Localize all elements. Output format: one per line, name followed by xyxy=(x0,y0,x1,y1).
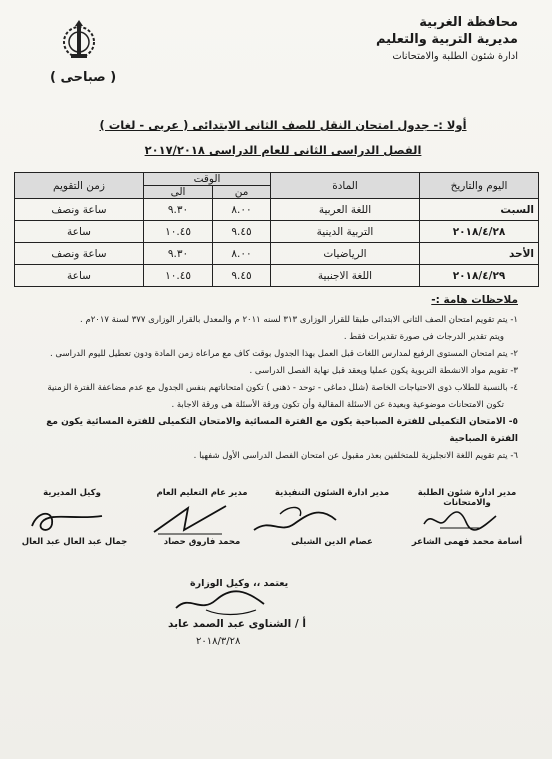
table-row xyxy=(15,199,539,221)
signature-name: عصام الدين الشبلى xyxy=(291,537,373,547)
signature-name: أسامة محمد فهمى الشاعر xyxy=(411,537,523,547)
duration-cell: ساعة ونصف xyxy=(15,243,144,265)
shift-label: ( صباحى ) xyxy=(50,70,117,85)
signature-name: جمال عبد العال عبد العال xyxy=(21,537,128,547)
subject-cell: اللغة العربية xyxy=(271,199,420,221)
note-item: ٦- يتم تقويم اللغة الانجليزية للمتخلفين بعذر مقبول عن امتحان الفصل الدراسى الأول شفهيا . xyxy=(193,451,518,461)
to-cell: ٩.٣٠ xyxy=(144,243,213,265)
day-name: الأحد xyxy=(420,243,539,265)
header-subject: المادة xyxy=(271,173,420,199)
table-row xyxy=(15,221,539,243)
letterhead xyxy=(376,14,518,65)
from-cell: ٩.٤٥ xyxy=(213,221,271,243)
ministry-emblem-icon xyxy=(62,20,96,64)
directorate-name: مديرية التربية والتعليم xyxy=(375,32,518,47)
governorate-name: محافظة الغربية xyxy=(419,15,518,30)
from-cell: ٨.٠٠ xyxy=(213,199,271,221)
note-item: ٥- الامتحان التكميلى للفترة الصباحية يكون مع الفترة المسائية والامتحان التكميلى للفترة المسائية يكون مع الفترة الصباحية xyxy=(46,417,518,444)
document-subtitle: الفصل الدراسى الثانى للعام الدراسى ٢٠١٧/٢٠١٨ xyxy=(144,143,422,157)
header-to: الى xyxy=(144,186,213,199)
document-title: أولا :- جدول امتحان النقل للصف الثانى الابتدائى ( عربى - لغات ) xyxy=(99,118,467,132)
signature-scribble-icon xyxy=(250,500,340,540)
signature-title: مدير ادارة شئون الطلبة والامتحانات xyxy=(417,488,517,508)
note-item: ٢- يتم امتحان المستوى الرفيع لمدارس اللغات قبل العمل بهذا الجدول بوقت كاف مع مراعاه زمن المادة ودون تعطيل لليوم الدراسى . xyxy=(50,349,518,359)
header-duration: زمن التقويم xyxy=(15,173,144,199)
from-cell: ٨.٠٠ xyxy=(213,243,271,265)
signature-name: محمد فاروق حصاد xyxy=(163,537,241,547)
signature-scribble-icon xyxy=(24,500,108,540)
note-item: تكون الامتحانات موضوعية وبعيدة عن الاسئلة المقالية وأن تكون ورقة الأسئلة هى ورقة الاجابة . xyxy=(171,400,504,410)
approver-name: أ / الشناوى عبد الصمد عابد xyxy=(168,618,306,630)
subject-cell: اللغة الاجنبية xyxy=(271,265,420,287)
header-time: الوقت xyxy=(144,173,271,186)
to-cell: ١٠.٤٥ xyxy=(144,265,213,287)
to-cell: ٩.٣٠ xyxy=(144,199,213,221)
signature-title: وكيل المديرية xyxy=(43,488,101,498)
duration-cell: ساعة ونصف xyxy=(15,199,144,221)
from-cell: ٩.٤٥ xyxy=(213,265,271,287)
table-row xyxy=(15,243,539,265)
approval-date: ٢٠١٨/٣/٢٨ xyxy=(196,636,241,647)
to-cell: ١٠.٤٥ xyxy=(144,221,213,243)
note-item: ويتم تقدير الدرجات فى صورة تقديرات فقط . xyxy=(343,332,504,342)
duration-cell: ساعة xyxy=(15,221,144,243)
signature-title: مدير ادارة الشئون التنفيذية xyxy=(274,488,390,498)
exam-schedule-table xyxy=(14,172,539,287)
signature-title: مدير عام التعليم العام xyxy=(156,488,248,498)
note-item: ٤- بالنسبة للطلاب ذوى الاحتياجات الخاصة (شلل دماغى - توحد - ذهنى ) تكون امتحاناتهم بنفس الجدول مع عدم مضاعفة الفترة الزمنية xyxy=(47,383,518,393)
subject-cell: التربية الدينية xyxy=(271,221,420,243)
header-day: اليوم والتاريخ xyxy=(420,173,539,199)
note-item: ١- يتم تقويم امتحان الصف الثانى الابتدائى طبقا للقرار الوزارى ٣١٣ لسنه ٢٠١١ م والمعدل بالقرار الوزارى ٣٧٧ لسنة ٢٠١٧م . xyxy=(80,315,518,325)
notes-list xyxy=(28,312,518,465)
signature-scribble-icon xyxy=(148,500,232,540)
signature-scribble-icon xyxy=(420,500,500,536)
duration-cell: ساعة xyxy=(15,265,144,287)
day-date: ٢٠١٨/٤/٢٩ xyxy=(420,265,539,287)
department-name: ادارة شئون الطلبة والامتحانات xyxy=(392,51,518,62)
signature-scribble-icon xyxy=(170,586,270,620)
subject-cell: الرياضيات xyxy=(271,243,420,265)
notes-heading: ملاحظات هامة :- xyxy=(431,294,518,306)
day-name: السبت xyxy=(420,199,539,221)
table-row xyxy=(15,265,539,287)
approval-heading: يعتمد ،، وكيل الوزارة xyxy=(190,578,289,589)
day-date: ٢٠١٨/٤/٢٨ xyxy=(420,221,539,243)
header-from: من xyxy=(213,186,271,199)
note-item: ٣- تقويم مواد الانشطة التربوية يكون عمليا ويعقد قبل نهاية الفصل الدراسى . xyxy=(249,366,518,376)
